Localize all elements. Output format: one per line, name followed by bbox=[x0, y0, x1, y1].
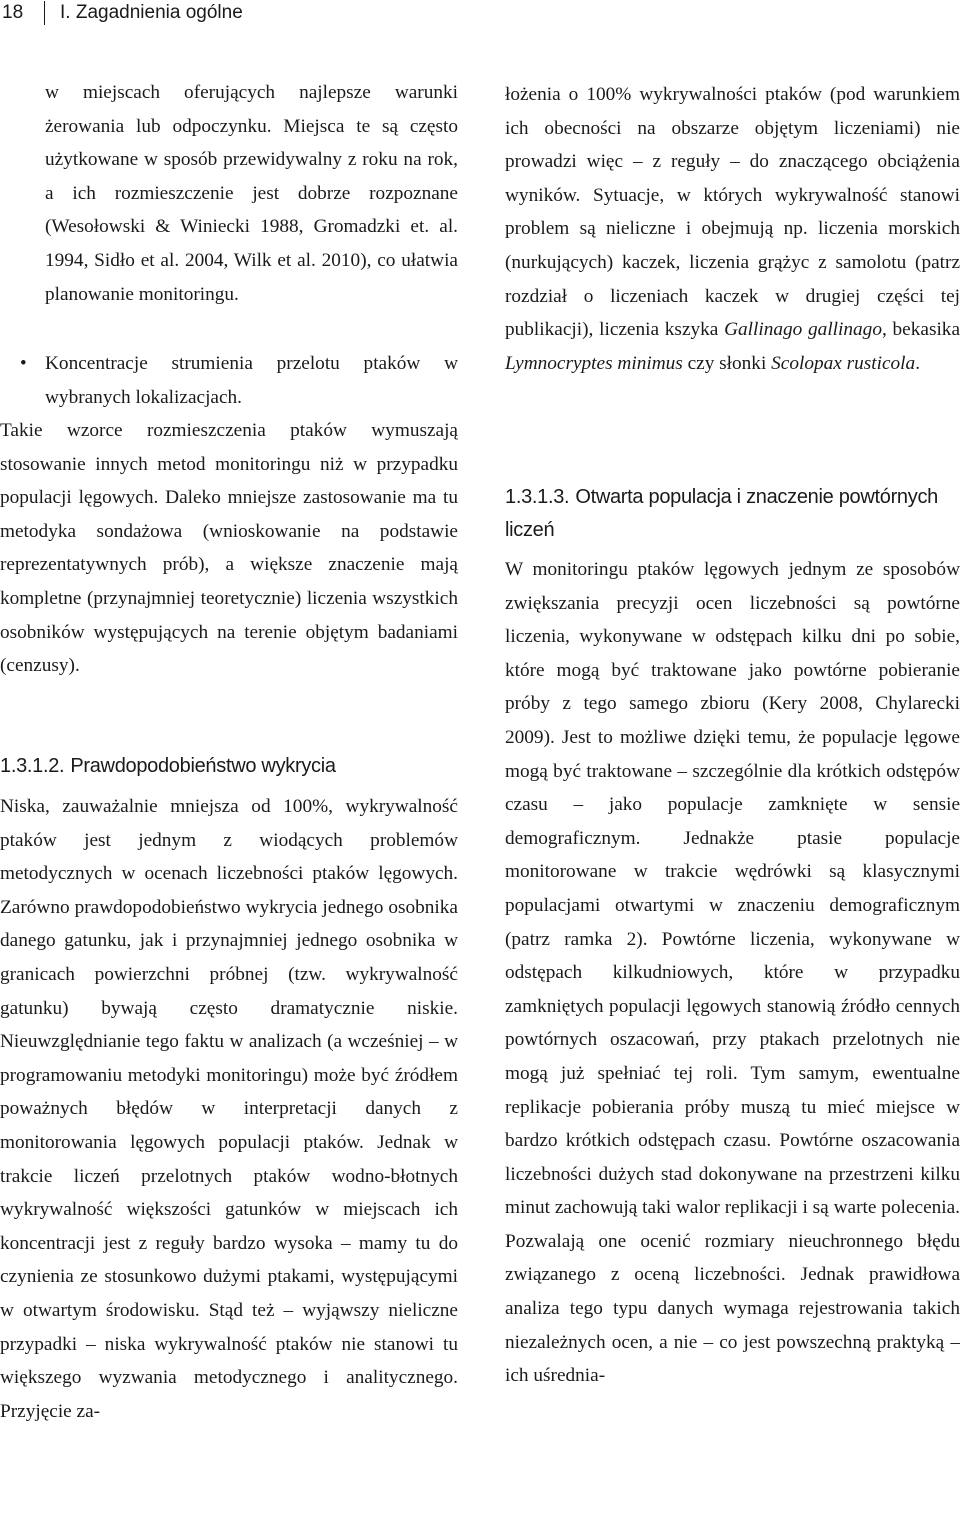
paragraph-detectability bbox=[0, 790, 458, 1428]
heading-number: 1.3.1.3. bbox=[505, 486, 570, 508]
text-run: . bbox=[915, 352, 921, 374]
text-run: łożenia o 100% wykrywalności ptaków (pod warunkiem ich obecności na obszarze objętym liczeniami) nie prowadzi więc – z reguły – do znaczącego obciążenia wyników. Sytuacje, w których wykrywalność stanowi problem są nieliczne i obejmują np. liczenia morskich (nurkujących) kaczek, liczenia grążyc z samolotu (patrz rozdział o liczeniach kaczek w drugiej części tej publikacji), liczenia kszyka bbox=[505, 84, 960, 341]
chapter-title: I. Zagadnienia ogólne bbox=[60, 2, 243, 23]
section-heading-1-3-1-2 bbox=[0, 750, 458, 783]
heading-title: Prawdopodobieństwo wykrycia bbox=[70, 755, 336, 777]
running-header bbox=[0, 0, 960, 40]
species-name: Lymnocryptes minimus bbox=[505, 352, 683, 374]
paragraph-text: Niska, zauważalnie mniejsza od 100%, wykrywalność ptaków jest jednym z wiodących problemów metodycznych w ocenach liczebności ptaków lęgowych. Zarówno prawdopodobieństwo wykrycia jednego osobnika danego gatunku, jak i przynajmniej jednego osobnika w granicach powierzchni próbnej (tzw. wykrywalność gatunku) bywają często dramatycznie niskie. Nieuwzględnianie tego faktu w analizach (a wcześniej – w programowaniu metodyki monitoringu) może być źródłem poważnych błędów w interpretacji danych z monitorowania lęgowych populacji ptaków. Jednak w trakcie liczeń przelotnych ptaków wodno-błotnych wykrywalność większości gatunków w miejscach ich koncentracji jest z reguły bardzo wysoka – mamy tu do czynienia ze stosunkowo dużymi ptakami, występującymi w otwartym środowisku. Stąd też – wyjąwszy nieliczne przypadki – niska wykrywalność ptaków nie stanowi tu większego wyzwania metodycznego i analitycznego. Przyjęcie za- bbox=[0, 796, 458, 1422]
paragraph-text bbox=[505, 78, 960, 380]
header-separator bbox=[44, 1, 45, 25]
bullet-icon: • bbox=[20, 353, 27, 374]
paragraph-text: Takie wzorce rozmieszczenia ptaków wymuszają stosowanie innych metod monitoringu niż w przypadku populacji lęgowych. Daleko mniejsze zastosowanie ma tu metodyka sondażowa (wnioskowanie na podstawie reprezentatywnych prób), a większe znaczenie mają kompletne (przynajmniej teoretycznie) liczenia wszystkich osobników występujących na terenie objętym badaniami (cenzusy). bbox=[0, 420, 458, 677]
bullet-item bbox=[0, 347, 458, 414]
page-number: 18 bbox=[2, 2, 24, 23]
species-name: Scolopax rusticola bbox=[771, 352, 916, 374]
bullet-text: Koncentracje strumienia przelotu ptaków w wybranych lokalizacjach. bbox=[45, 353, 458, 408]
text-run: , bekasika bbox=[881, 319, 960, 341]
heading-title: Otwarta populacja i znaczenie powtórnych liczeń bbox=[505, 486, 938, 541]
paragraph-repeated-counts bbox=[505, 553, 960, 1393]
paragraph-continuation bbox=[45, 76, 458, 311]
paragraph-text: W monitoringu ptaków lęgowych jednym ze sposobów zwiększania precyzji ocen liczebności są powtórne liczenia, wykonywane w odstępach kilku dni po sobie, które mogą być traktowane jako powtórne pobieranie próby z tego samego zbioru (Kery 2008, Chylarecki 2009). Jest to możliwe dzięki temu, że populacje lęgowe mogą być traktowane – szczególnie dla krótkich odstępów czasu – jako populacje zamknięte w sensie demograficznym. Jednakże ptasie populacje monitorowane w trakcie wędrówki są klasycznymi populacjami otwartymi w znaczeniu demograficznym (patrz ramka 2). Powtórne liczenia, wykonywane w odstępach kilkudniowych, które w przypadku zamkniętych populacji lęgowych stanowią źródło cennych powtórnych oszacowań, przy ptakach przelotnych nie mogą już spełniać tej roli. Tym samym, ewentualne replikacje pobierania próby muszą tu mieć miejsce w bardzo krótkich odstępach czasu. Powtórne oszacowania liczebności dużych stad dokonywane na przestrzeni kilku minut zachowują taki walor replikacji i są warte polecenia. Pozwalają one ocenić rozmiary nieuchronnego błędu związanego z oceną liczebności. Jednak prawidłowa analiza tego typu danych wymaga rejestrowania takich niezależnych ocen, a nie – co jest powszechną praktyką – ich uśrednia- bbox=[505, 559, 960, 1387]
text-run: czy słonki bbox=[682, 352, 772, 374]
species-name: Gallinago gallinago bbox=[724, 319, 882, 341]
paragraph-text: w miejscach oferujących najlepsze warunki żerowania lub odpoczynku. Miejsca te są często użytkowane w sposób przewidywalny z roku na rok, a ich rozmieszczenie jest dobrze rozpoznane (Wesołowski & Winiecki 1988, Gromadzki et. al. 1994, Sidło et al. 2004, Wilk et al. 2010), co ułatwia planowanie monitoringu. bbox=[45, 82, 458, 305]
paragraph-methods bbox=[0, 414, 458, 683]
paragraph-continuation-right bbox=[505, 78, 960, 380]
heading-number: 1.3.1.2. bbox=[0, 755, 65, 777]
section-heading-1-3-1-3 bbox=[505, 481, 960, 547]
